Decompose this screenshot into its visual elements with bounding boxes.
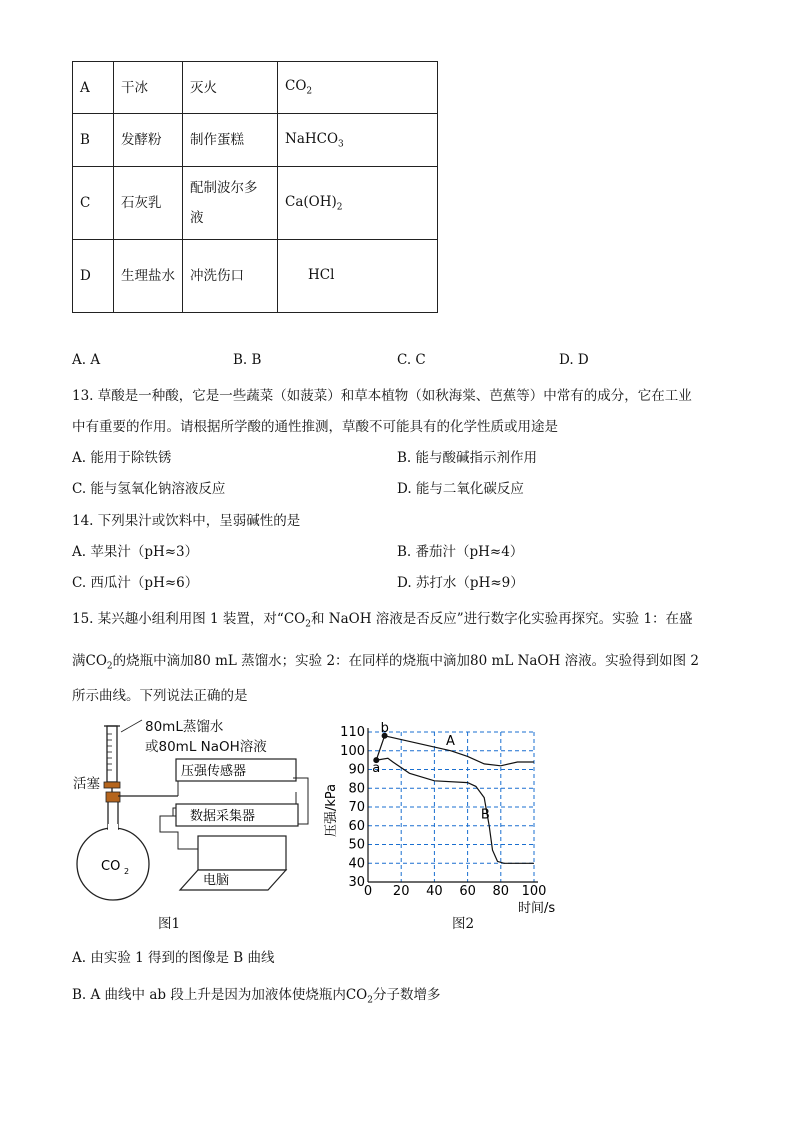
q15-option-b: B. A 曲线中 ab 段上升是因为加液体使烧瓶内$CO_2$分子数增多 — [72, 987, 441, 1006]
x-tick-label: 40 — [426, 884, 443, 899]
y-tick-label: 50 — [348, 837, 365, 853]
formula-cell: $CO_2$ — [278, 62, 438, 114]
x-tick-label: 60 — [459, 884, 476, 899]
series-B-line — [376, 758, 534, 863]
stopcock — [104, 782, 120, 788]
table-row — [73, 240, 438, 313]
x-tick-label: 0 — [363, 884, 373, 899]
q14-stem: 14. 下列果汁或饮料中，呈弱碱性的是 — [72, 513, 301, 529]
x-tick-label: 100 — [521, 884, 547, 899]
use-cell: 制作蛋糕 — [183, 114, 278, 167]
formula-cell: $Ca(OH)_2$ — [278, 167, 438, 240]
y-tick-label: 30 — [348, 875, 365, 890]
sensor-label: 压强传感器 — [181, 764, 247, 779]
q13-option-a: A. 能用于除铁锈 — [72, 450, 172, 466]
table-row — [73, 114, 438, 167]
options-table — [72, 61, 438, 313]
q15-stem-line3: 所示曲线。下列说法正确的是 — [72, 688, 248, 704]
computer-keyboard — [180, 870, 286, 890]
x-tick-label: 80 — [492, 884, 510, 899]
q13-option-c: C. 能与氢氧化钠溶液反应 — [72, 481, 226, 497]
table-row — [73, 167, 438, 240]
formula-cell: NaHCO$_3$ — [278, 114, 438, 167]
y-tick-label: 100 — [340, 743, 365, 759]
material-cell: 生理盐水 — [114, 240, 183, 313]
collector-label: 数据采集器 — [190, 809, 256, 824]
q12-choice-d: D. D — [559, 352, 589, 368]
q14-option-c: C. 西瓜汁（pH≈6） — [72, 575, 199, 591]
stopcock-label: 活塞 — [73, 776, 100, 792]
y-tick-label: 80 — [348, 781, 365, 797]
use-cell: 冲洗伤口 — [183, 240, 278, 313]
q14-option-a: A. 苹果汁（pH≈3） — [72, 544, 199, 560]
option-label: D — [73, 240, 114, 313]
q12-choice-a: A. A — [72, 352, 101, 368]
annotation-label: a — [372, 761, 381, 777]
flask-label: CO — [101, 859, 121, 874]
q14-option-b: B. 番茄汁（pH≈4） — [397, 544, 524, 560]
y-tick-label: 110 — [340, 725, 365, 740]
q12-choice-b: B. B — [233, 352, 262, 368]
q15-stem-line1: 15. 某兴趣小组利用图 1 装置，对“$CO_2$和 NaOH 溶液是否反应”进行数字化实验再探究。实验 1：在盛 — [72, 611, 693, 630]
q13-stem-line1: 13. 草酸是一种酸，它是一些蔬菜（如菠菜）和草本植物（如秋海棠、芭蕉等）中常有的成分，它在工业 — [72, 388, 692, 404]
q14-option-d: D. 苏打水（pH≈9） — [397, 575, 524, 591]
rubber-stopper — [106, 792, 120, 802]
option-label: C — [73, 167, 114, 240]
material-cell: 发酵粉 — [114, 114, 183, 167]
figure-2-caption: 图2 — [452, 916, 475, 932]
option-label: A — [73, 62, 114, 114]
computer-monitor — [198, 836, 286, 870]
liquid-label-1: 80mL蒸馏水 — [145, 719, 224, 735]
use-cell: 灭火 — [183, 62, 278, 114]
option-label: B — [73, 114, 114, 167]
use-cell: 配制波尔多液 — [183, 167, 278, 240]
annotation-label: A — [446, 734, 455, 750]
q15-option-a: A. 由实验 1 得到的图像是 B 曲线 — [72, 950, 275, 966]
q13-option-b: B. 能与酸碱指示剂作用 — [397, 450, 538, 466]
liquid-label-2: 或80mL NaOH溶液 — [145, 739, 267, 755]
formula-cell: HCl — [278, 240, 438, 313]
q13-stem-line2: 中有重要的作用。请根据所学酸的通性推测，草酸不可能具有的化学性质或用途是 — [72, 419, 558, 435]
figure-2-chart — [318, 722, 558, 922]
svg-text:2: 2 — [124, 867, 130, 876]
annotation-label: b — [380, 722, 389, 736]
q12-choice-c: C. C — [397, 352, 426, 368]
material-cell: 石灰乳 — [114, 167, 183, 240]
y-tick-label: 40 — [348, 856, 365, 872]
figure-1-caption: 图1 — [158, 916, 181, 932]
y-tick-label: 70 — [348, 800, 365, 815]
y-tick-label: 60 — [348, 818, 365, 834]
x-axis-label: 时间/s — [518, 901, 556, 916]
x-tick-label: 20 — [392, 884, 410, 899]
y-tick-label: 90 — [348, 762, 365, 778]
q13-option-d: D. 能与二氧化碳反应 — [397, 481, 524, 497]
table-row — [73, 62, 438, 114]
burette — [107, 726, 117, 782]
computer-label: 电脑 — [203, 873, 230, 888]
material-cell: 干冰 — [114, 62, 183, 114]
y-axis-label: 压强/kPa — [324, 783, 339, 837]
q15-stem-line2: 满$CO_2$的烧瓶中滴加80 mL 蒸馏水；实验 2：在同样的烧瓶中滴加80 mL NaOH 溶液。实验得到如图 2 — [72, 653, 699, 672]
annotation-label: B — [480, 807, 490, 823]
